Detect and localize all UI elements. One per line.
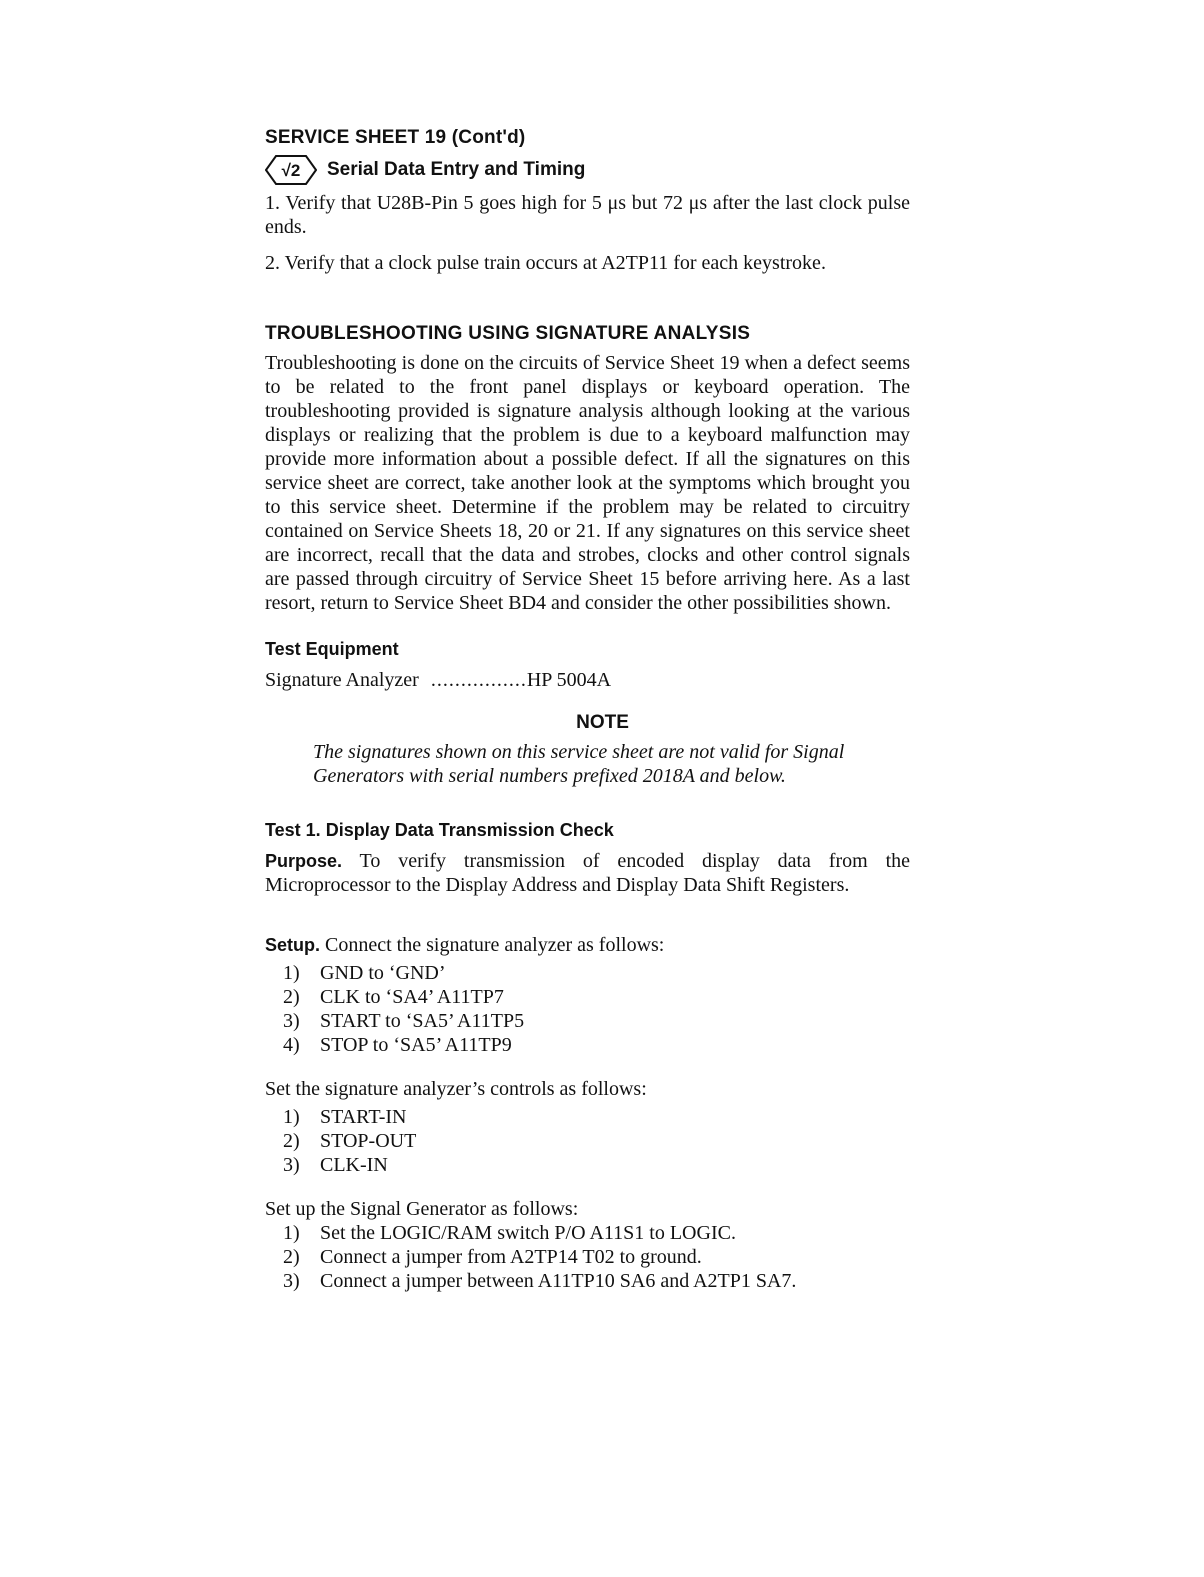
subsection-title: Serial Data Entry and Timing [327, 159, 586, 180]
note-heading: NOTE [576, 712, 629, 733]
connection-list [265, 961, 910, 1057]
timing-item-2: 2. Verify that a clock pulse train occurs at A2TP11 for each keystroke. [265, 252, 826, 274]
list-item: 3) Connect a jumper between A11TP10 SA6 and A2TP1 SA7. [283, 1270, 797, 1292]
equipment-model: HP 5004A [526, 669, 612, 691]
test1-purpose [265, 849, 910, 897]
list-item: 3) START to ‘SA5’ A11TP5 [283, 1010, 525, 1032]
equipment-row [265, 668, 910, 692]
list-item: 1) GND to ‘GND’ [283, 962, 446, 984]
list-item: 2) Connect a jumper from A2TP14 T02 to ground. [283, 1246, 702, 1268]
controls-list [265, 1105, 910, 1177]
step-badge-icon [265, 155, 317, 185]
setup-label: Setup. [265, 935, 321, 955]
service-sheet-title: SERVICE SHEET 19 (Cont'd) [265, 127, 526, 148]
equipment-name: Signature Analyzer [265, 669, 419, 691]
troubleshooting-heading: TROUBLESHOOTING USING SIGNATURE ANALYSIS [265, 323, 751, 344]
test-equipment-heading: Test Equipment [265, 639, 399, 659]
list-item: 3) CLK-IN [283, 1154, 388, 1176]
test1-heading: Test 1. Display Data Transmission Check [265, 820, 614, 840]
subsection-header [265, 155, 910, 185]
controls-intro: Set the signature analyzer’s controls as follows: [265, 1078, 647, 1100]
purpose-text: To verify transmission of encoded display data from the Microprocessor to the Display Address and Display Data Shift Registers. [265, 850, 910, 896]
badge-label: √2 [281, 161, 301, 180]
list-item: 4) STOP to ‘SA5’ A11TP9 [283, 1034, 512, 1056]
purpose-label: Purpose. [265, 851, 343, 871]
generator-intro: Set up the Signal Generator as follows: [265, 1198, 579, 1220]
troubleshooting-body: Troubleshooting is done on the circuits of Service Sheet 19 when a defect seems to be related to the front panel displays or keyboard operation. The troubleshooting provided is signature analysis although looking at the various displays or realizing that the problem is due to a keyboard malfunction may provide more information about a possible defect. If all the signatures on this service sheet are correct, take another look at the symptoms which brought you to this service sheet. Determine if the problem may be related to circuitry contained on Service Sheets 18, 20 or 21. If any signatures on this service sheet are incorrect, recall that the data and strobes, clocks and other control signals are passed through circuitry of Service Sheet 15 before arriving here. As a last resort, return to Service Sheet BD4 and consider the other possibilities shown. [265, 352, 910, 614]
list-item: 1) Set the LOGIC/RAM switch P/O A11S1 to LOGIC. [283, 1222, 736, 1244]
equipment-leader: ................ [430, 669, 527, 691]
list-item: 2) STOP-OUT [283, 1130, 417, 1152]
list-item: 1) START-IN [283, 1106, 407, 1128]
list-item: 2) CLK to ‘SA4’ A11TP7 [283, 986, 504, 1008]
timing-item-1: 1. Verify that U28B-Pin 5 goes high for 5 μs but 72 μs after the last clock pulse ends. [265, 192, 910, 238]
note-body: The signatures shown on this service sheet are not valid for Signal Generators with serial numbers prefixed 2018A and below. [313, 741, 845, 787]
test1-setup [265, 933, 910, 957]
setup-text: Connect the signature analyzer as follows: [320, 934, 665, 956]
generator-list [265, 1221, 910, 1293]
document-page [265, 127, 910, 1293]
